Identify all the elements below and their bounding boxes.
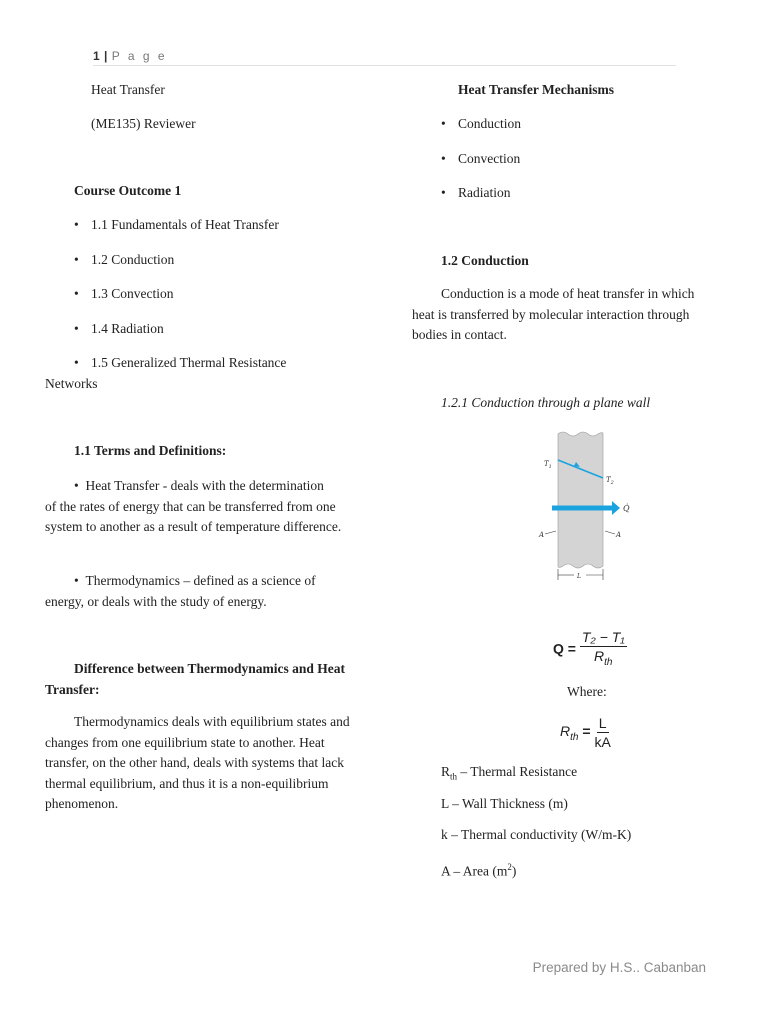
outcome-item [74, 353, 286, 374]
mechanism-item [441, 183, 511, 204]
wall-shape [558, 432, 603, 568]
formula-r-eq: = [582, 723, 591, 740]
term-heat-transfer [45, 476, 363, 538]
page-number: 1 [93, 49, 101, 63]
formula-q-fraction [580, 628, 627, 672]
def-tail: ) [511, 863, 517, 879]
bullet-dot: • [74, 355, 79, 370]
formula-q [553, 628, 627, 672]
mechanism-text: Radiation [458, 185, 511, 200]
outcome-item [74, 250, 174, 271]
plane-wall-heading: 1.2.1 Conduction through a plane wall [441, 395, 651, 410]
course-outcome-heading: Course Outcome 1 [74, 183, 182, 198]
formula-r-lhs: $R_{th}$ [560, 723, 579, 743]
difference-paragraph: Thermodynamics deals with equilibrium states and changes from one equilibrium state to another. Heat transfer, on the other hand, deals with systems that lack thermal equilibrium, and thus it is a non-equilibrium phenomenon. [45, 714, 350, 811]
term-thermodynamics [45, 571, 363, 612]
outcome-text: 1.5 Generalized Thermal Resistance [91, 355, 287, 370]
outcome-text-continued: Networks [45, 376, 98, 391]
def-wall-thickness [441, 794, 568, 815]
conduction-heading: 1.2 Conduction [441, 253, 529, 268]
term-text: Heat Transfer - deals with the determination [85, 478, 324, 493]
term-text: Thermodynamics – defined as a science of [85, 573, 316, 588]
mechanism-text: Conduction [458, 116, 521, 131]
def-superscript: 2 [507, 862, 512, 872]
doc-title-line1: Heat Transfer [91, 82, 165, 97]
term-rest: of the rates of energy that can be transferred from one system to another as a result of temperature difference. [45, 498, 342, 534]
formula-q-lhs: Q [553, 640, 564, 657]
def-text: – Thermal conductivity (W/m-K) [447, 827, 632, 842]
page-separator: | [104, 49, 108, 63]
def-text: – Wall Thickness (m) [448, 796, 568, 811]
page-header [93, 46, 167, 67]
q-label: Q̇ [623, 504, 630, 513]
terms-heading: 1.1 Terms and Definitions: [74, 443, 227, 458]
conduction-paragraph: Conduction is a mode of heat transfer in which heat is transferred by molecular interaction through bodies in contact. [412, 286, 695, 342]
outcome-text: 1.1 Fundamentals of Heat Transfer [91, 217, 279, 232]
def-symbol: R [441, 764, 451, 779]
outcome-item [74, 284, 174, 305]
bullet-dot: • [441, 185, 446, 200]
def-text: – Thermal Resistance [457, 764, 578, 779]
mechanism-text: Convection [458, 151, 521, 166]
doc-title-line2: (ME135) Reviewer [91, 116, 196, 131]
mechanism-item [441, 149, 520, 170]
bullet-dot: • [441, 151, 446, 166]
area-right-leader [605, 531, 615, 534]
def-symbol: L [441, 796, 449, 811]
term-rest: energy, or deals with the study of energy. [45, 593, 267, 609]
term-first-line [45, 571, 363, 592]
area-left-label: A [539, 531, 545, 539]
formula-r-fraction [594, 714, 610, 751]
t1-label: $T_1$ [544, 460, 552, 470]
bullet-dot: • [74, 217, 79, 232]
bullet-dot: • [74, 252, 79, 267]
formula-r-numerator: L [598, 715, 607, 731]
outcome-item [74, 319, 164, 340]
outcome-item [74, 215, 279, 236]
def-symbol: k [441, 827, 448, 842]
area-right-label: A [616, 531, 622, 539]
def-text: – Area (m [450, 863, 508, 879]
mechanisms-heading: Heat Transfer Mechanisms [458, 82, 614, 97]
area-left-leader [545, 531, 556, 534]
def-area [441, 857, 516, 882]
bullet-dot: • [74, 573, 79, 588]
thickness-label: L [577, 573, 581, 580]
bullet-dot: • [74, 321, 79, 336]
header-rule [93, 65, 676, 66]
def-thermal-resistance [441, 762, 577, 787]
def-symbol: A [441, 863, 451, 879]
formula-q-denominator: $R_{th}$ [594, 648, 613, 668]
bullet-dot: • [441, 116, 446, 131]
term-first-line [45, 476, 363, 497]
t2-label: $T_2$ [606, 476, 614, 486]
formula-q-numerator: T₂ − T₁ [581, 629, 625, 645]
mechanism-item [441, 114, 521, 135]
formula-q-eq: = [567, 640, 576, 657]
bullet-dot: • [74, 478, 79, 493]
def-subscript: th [450, 771, 458, 782]
prepared-by-footer: Prepared by H.S.. Cabanban [532, 960, 706, 975]
where-label: Where: [567, 684, 607, 699]
outcome-text: 1.2 Conduction [91, 252, 175, 267]
plane-wall-figure [530, 428, 640, 586]
outcome-text: 1.4 Radiation [91, 321, 164, 336]
heat-flow-arrowhead [612, 501, 620, 515]
formula-r-denominator: kA [594, 734, 611, 750]
difference-heading: Difference between Thermodynamics and Heat Transfer: [45, 661, 345, 697]
page-word: P a g e [111, 49, 168, 63]
def-thermal-conductivity [441, 825, 631, 846]
formula-r [560, 714, 611, 751]
bullet-dot: • [74, 286, 79, 301]
outcome-text: 1.3 Convection [91, 286, 174, 301]
